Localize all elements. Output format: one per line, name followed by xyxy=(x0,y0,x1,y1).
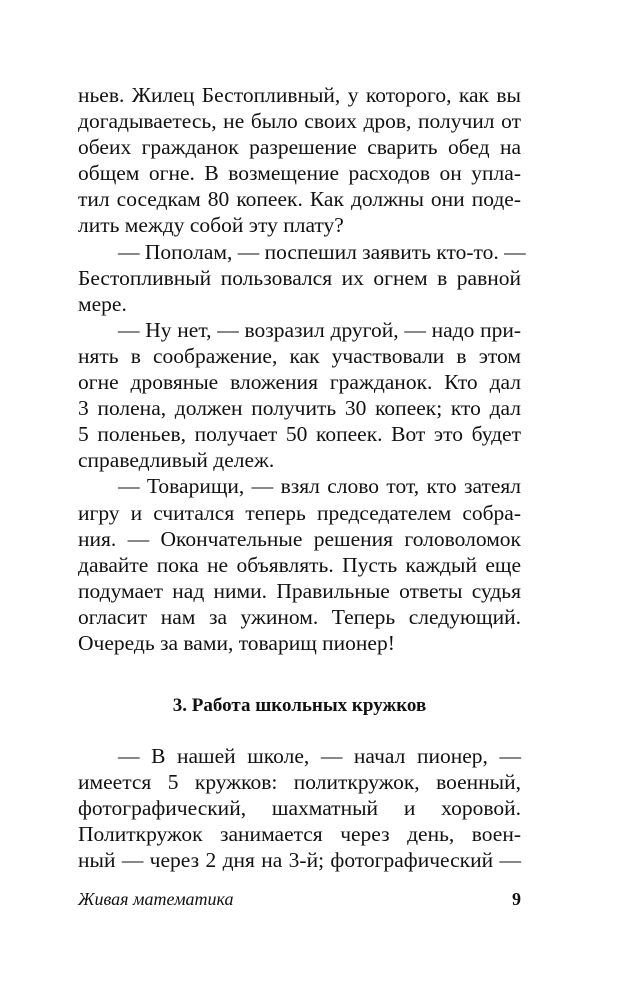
page-body xyxy=(78,82,526,874)
paragraph xyxy=(78,239,526,317)
text-line: — Ну нет, — возразил другой, — надо при- xyxy=(118,317,521,342)
text-line: тил соседкам 80 копеек. Как должны они поде- xyxy=(78,187,521,212)
text-line: ния. — Окончательные решения головоломок xyxy=(78,526,521,551)
text-line: 3 полена, должен получить 30 копеек; кто дал xyxy=(78,396,521,421)
text-line: Очередь за вами, товарищ пионер! xyxy=(78,630,395,655)
spacer xyxy=(78,721,521,743)
text-line: обеих гражданок разрешение сварить обед на xyxy=(78,135,521,160)
text-line: нять в соображение, как участвовали в этом xyxy=(78,343,521,368)
text-line: Бестопливный пользовался их огнем в равной xyxy=(78,265,521,290)
text-line: давайте пока не объявлять. Пусть каждый еще xyxy=(78,552,521,577)
page-number: 9 xyxy=(512,889,521,909)
text-line: огласит нам за ужином. Теперь следующий. xyxy=(78,604,521,629)
text-line: ньев. Жилец Бестопливный, у которого, как вы xyxy=(78,83,521,107)
text-line: лить между собой эту плату? xyxy=(78,213,344,238)
paragraph xyxy=(78,317,521,474)
text-line: игру и считался теперь председателем собра- xyxy=(78,500,521,525)
spacer xyxy=(78,656,521,691)
text-line: мере. xyxy=(78,291,127,316)
paragraph xyxy=(78,473,521,656)
text-line: — Пополам, — поспешил заявить кто-то. — xyxy=(118,239,526,264)
paragraph xyxy=(78,82,521,239)
section-heading: 3. Работа школьных кружков xyxy=(172,695,427,717)
text-line: — Товарищи, — взял слово тот, кто затеял xyxy=(118,474,521,499)
text-line: 5 поленьев, получает 50 копеек. Вот это будет xyxy=(78,422,521,447)
text-line: Политкружок занимается через день, воен- xyxy=(78,822,521,847)
paragraph xyxy=(78,743,521,873)
footer-book-title: Живая математика xyxy=(78,889,234,909)
text-line: — В нашей школе, — начал пионер, — xyxy=(118,744,521,769)
text-line: огне дровяные вложения гражданок. Кто дал xyxy=(78,370,521,395)
text-line: имеется 5 кружков: политкружок, военный, xyxy=(78,770,521,795)
text-line: фотографический, шахматный и хоровой. xyxy=(78,796,521,821)
text-line: общем огне. В возмещение расходов он упла- xyxy=(78,161,521,186)
text-line: догадываетесь, не было своих дров, получил от xyxy=(78,109,521,134)
text-line: справедливый дележ. xyxy=(78,448,275,473)
text-line: подумает над ними. Правильные ответы судья xyxy=(78,578,521,603)
text-line: ный — через 2 дня на 3-й; фотографический — xyxy=(78,848,521,873)
